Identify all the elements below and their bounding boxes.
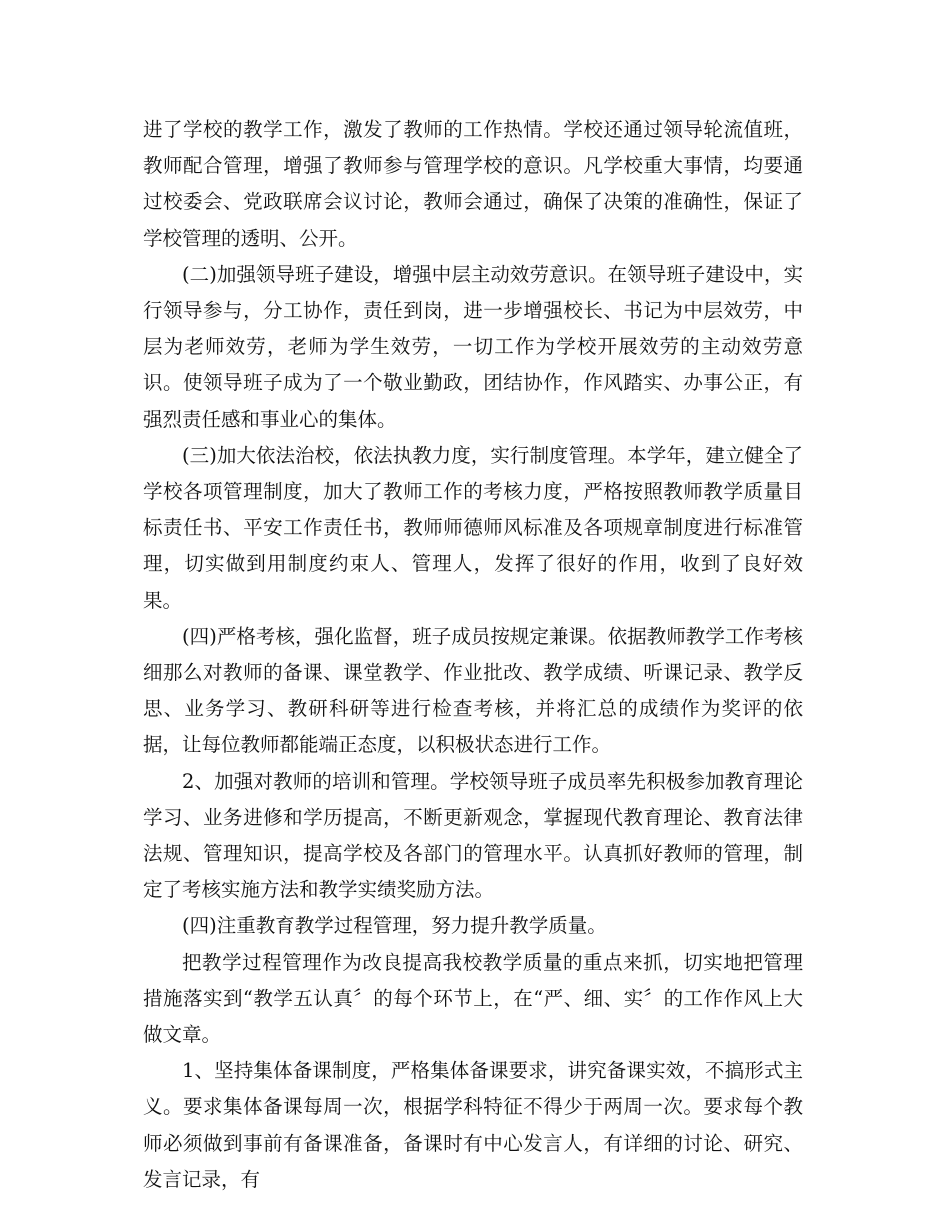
paragraph-6: (四)注重教育教学过程管理，努力提升教学质量。 [182,914,607,938]
paragraph-5: 2、加强对教师的培训和管理。学校领导班子成员率先积极参加教育理论学习、业务进修和学历提高，不断更新观念，掌握现代教育理论、教育法律法规、管理知识，提高学校及各部门的管理水平。认真抓好教师的管理，制定了考核实施方法和教学实绩奖励方法。 [143,769,803,902]
paragraph-2: (二)加强领导班子建设，增强中层主动效劳意识。在领导班子建设中，实行领导参与，分工协作，责任到岗，进一步增强校长、书记为中层效劳，中层为老师效劳，老师为学生效劳，一切工作为学校开展效劳的主动效劳意识。使领导班子成为了一个敬业勤政，团结协作，作风踏实、办事公正，有强烈责任感和事业心的集体。 [143,262,803,431]
paragraph-8: 1、坚持集体备课制度，严格集体备课要求，讲究备课实效，不搞形式主义。要求集体备课每周一次，根据学科特征不得少于两周一次。要求每个教师必须做到事前有备课准备，备课时有中心发言人，有详细的讨论、研究、发言记录，有 [143,1059,803,1191]
paragraph-4: (四)严格考核，强化监督，班子成员按规定兼课。依据教师教学工作考核细那么对教师的备课、课堂教学、作业批改、教学成绩、听课记录、教学反思、业务学习、教研科研等进行检查考核，并将汇总的成绩作为奖评的依据，让每位教师都能端正态度，以积极状态进行工作。 [143,624,803,757]
paragraph-3: (三)加大依法治校，依法执教力度，实行制度管理。本学年，建立健全了学校各项管理制度，加大了教师工作的考核力度，严格按照教师教学质量目标责任书、平安工作责任书，教师师德师风标准及各项规章制度进行标准管理，切实做到用制度约束人、管理人，发挥了很好的作用，收到了良好效果。 [143,443,803,612]
paragraph-1: 进了学校的教学工作，激发了教师的工作热情。学校还通过领导轮流值班，教师配合管理，增强了教师参与管理学校的意识。凡学校重大事情，均要通过校委会、党政联席会议讨论，教师会通过，确保了决策的准确性，保证了学校管理的透明、公开。 [143,118,803,250]
document-page [143,112,803,1198]
paragraph-7: 把教学过程管理作为改良提高我校教学质量的重点来抓，切实地把管理措施落实到“教学五认真〞的每个环节上，在“严、细、实〞的工作作风上大做文章。 [143,950,803,1047]
